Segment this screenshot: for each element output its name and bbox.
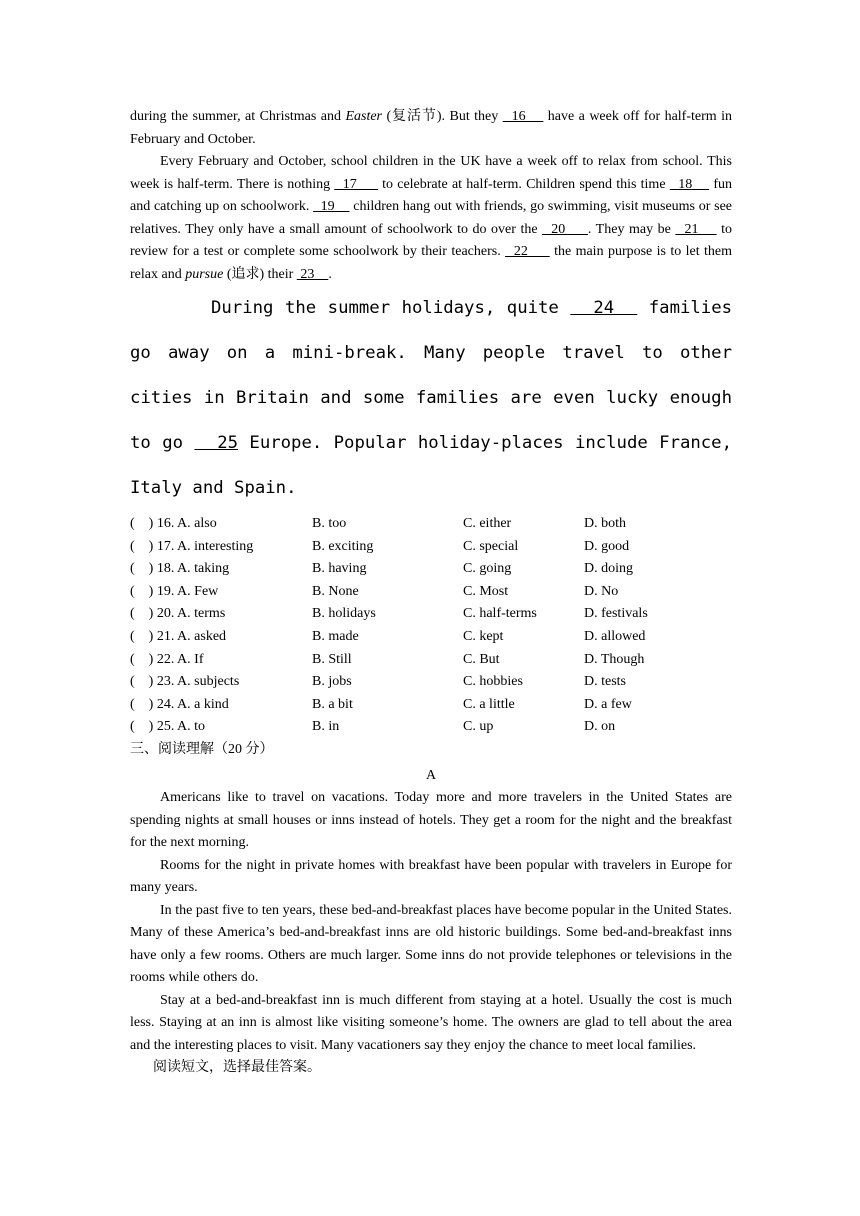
blank-21: 21 — [675, 221, 717, 237]
blank-19: 19 — [313, 199, 350, 214]
instruction-text: 阅读短文，选择最佳答案。 — [153, 1060, 321, 1076]
passage-paragraph-3 — [130, 286, 732, 511]
option-row-20 — [130, 603, 732, 626]
option-question: ( ) 16. A. also — [130, 516, 217, 531]
option-question: ( ) 19. A. Few — [130, 583, 219, 599]
text-run: (复活节). But they — [382, 109, 503, 124]
text-run: during the summer, at Christmas and — [130, 109, 346, 124]
option-d: D. doing — [584, 561, 633, 577]
reading-paragraph: Americans like to travel on vacations. Today more and more travelers in the United States are spending nights at small houses or inns instead of hotels. They get a room for the night and the breakfast for the next morning. — [130, 790, 732, 851]
text-run: to celebrate at half-term. Children spend this time — [377, 176, 670, 192]
option-d: D. good — [584, 538, 630, 554]
option-d: D. tests — [584, 674, 626, 690]
blank-17: 17 — [334, 176, 378, 192]
option-d: D. both — [584, 516, 626, 531]
option-row-18 — [130, 558, 732, 581]
option-question: ( ) 22. A. If — [130, 651, 204, 667]
blank-18: 18 — [669, 176, 710, 192]
option-question: ( ) 24. A. a kind — [130, 696, 229, 712]
option-row-22 — [130, 649, 732, 672]
text-run: have a week off for half-term in February and October. — [130, 109, 732, 147]
italic-word-easter: Easter — [345, 109, 383, 124]
option-b: B. holidays — [312, 606, 376, 622]
reading-paragraph: Rooms for the night in private homes with breakfast have been popular with travelers in Europe for many years. — [130, 857, 732, 896]
text-run: Every February and October, school children in the UK have a week off to relax from school. This week is half-term. There is nothing — [130, 154, 732, 192]
option-c: C. half-terms — [463, 606, 537, 622]
blank-24: 24 — [570, 298, 638, 318]
passage-paragraph-2 — [130, 151, 732, 286]
option-row-19 — [130, 581, 732, 604]
options-list — [130, 513, 732, 739]
text-run: Europe. Popular holiday-places include France, Italy and Spain. — [130, 433, 732, 498]
reading-paragraph: Stay at a bed-and-breakfast inn is much different from staying at a hotel. Usually the cost is much less. Staying at an inn is almost like visiting someone’s home. The owners are glad to tell about the area and the interesting places to visit. Many vacationers say they enjoy the chance to meet local families. — [130, 992, 732, 1053]
text-run: the main purpose is to let them relax and — [130, 244, 732, 282]
blank-22: 22 — [505, 244, 550, 259]
blank-16: 16 — [502, 109, 544, 124]
passage-paragraph-1 — [130, 106, 732, 151]
option-b: B. in — [312, 719, 340, 735]
option-row-17 — [130, 536, 732, 559]
option-question: ( ) 18. A. taking — [130, 561, 230, 577]
italic-word-pursue: pursue — [185, 266, 224, 282]
text-run: During the summer holidays, quite — [211, 298, 571, 318]
option-d: D. No — [584, 583, 619, 599]
option-row-21 — [130, 626, 732, 649]
text-run: to review for a test or complete some schoolwork by their teachers. — [130, 221, 733, 259]
option-row-16 — [130, 513, 732, 536]
option-c: C. hobbies — [463, 674, 523, 690]
option-b: B. made — [312, 628, 359, 644]
option-row-23 — [130, 671, 732, 694]
option-b: B. having — [312, 561, 367, 577]
option-c: C. But — [463, 651, 500, 667]
option-question: ( ) 21. A. asked — [130, 628, 227, 644]
exam-page — [130, 106, 732, 1080]
option-b: B. a bit — [312, 696, 353, 712]
option-row-25 — [130, 716, 732, 739]
option-d: D. allowed — [584, 628, 646, 644]
option-question: ( ) 17. A. interesting — [130, 538, 254, 554]
option-b: B. too — [312, 516, 347, 531]
option-c: C. either — [463, 516, 512, 531]
option-d: D. a few — [584, 696, 632, 712]
text-run: children hang out with friends, go swimming, visit museums or see relatives. They only have a small amount of schoolwork to do over the — [130, 199, 732, 237]
option-b: B. exciting — [312, 538, 374, 554]
option-row-24 — [130, 694, 732, 717]
option-c: C. special — [463, 538, 519, 554]
option-b: B. jobs — [312, 674, 352, 690]
blank-23: 23 — [296, 266, 329, 282]
option-c: C. kept — [463, 628, 504, 644]
passage-title: A — [425, 767, 437, 783]
text-run: fun and catching up on schoolwork. — [130, 176, 733, 214]
option-c: C. up — [463, 719, 494, 735]
text-run: . They may be — [587, 221, 676, 237]
option-c: C. going — [463, 561, 512, 577]
option-question: ( ) 25. A. to — [130, 719, 206, 735]
option-c: C. a little — [463, 696, 515, 712]
option-d: D. Though — [584, 651, 645, 667]
text-run: (追求) their — [223, 266, 297, 282]
section-title: 三、阅读理解（20 分） — [130, 741, 274, 757]
option-question: ( ) 20. A. terms — [130, 606, 226, 622]
option-b: B. None — [312, 583, 359, 599]
text-run: . — [328, 266, 332, 282]
option-b: B. Still — [312, 651, 352, 667]
option-question: ( ) 23. A. subjects — [130, 674, 240, 690]
blank-25: 25 — [194, 433, 239, 453]
blank-20: 20 — [542, 221, 588, 237]
option-d: D. festivals — [584, 606, 648, 622]
reading-paragraph: In the past five to ten years, these bed-and-breakfast places have become popular in the United States. Many of these America’s bed-and-breakfast inns are old historic buildings. Some bed-and-breakfast inns have only a few rooms. Others are much larger. Some inns do not provide telephones or televisions in the rooms while others do. — [130, 902, 732, 986]
option-d: D. on — [584, 719, 616, 735]
option-c: C. Most — [463, 583, 509, 599]
text-run: families go away on a mini-break. Many people travel to other cities in Britain and some families are even lucky enough to go — [130, 298, 733, 453]
